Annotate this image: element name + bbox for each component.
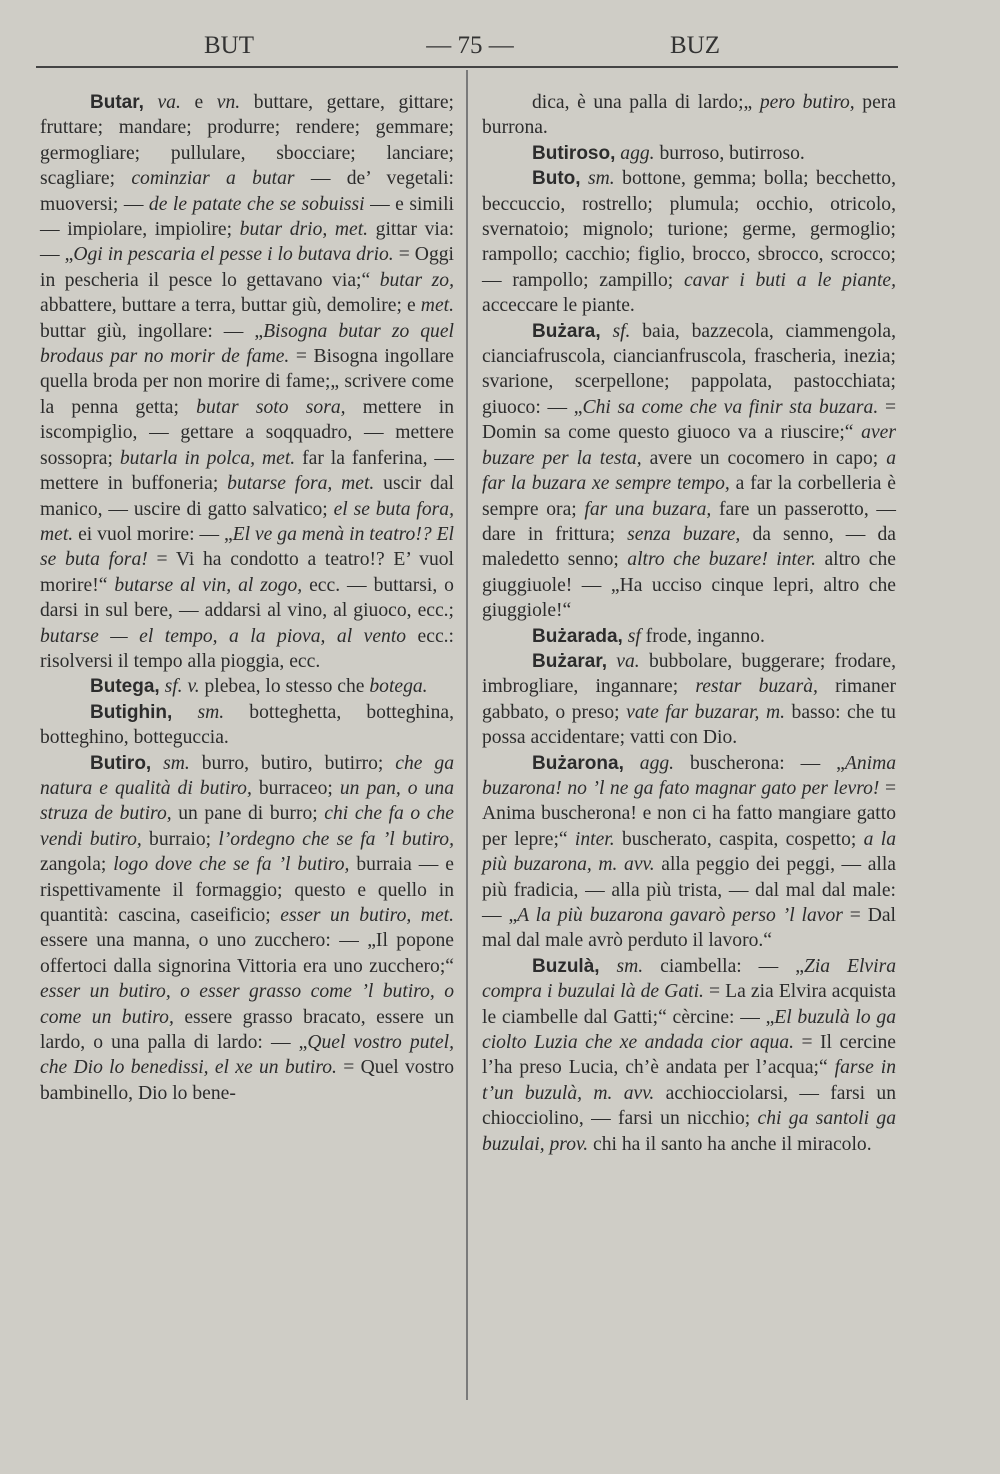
- definition-text: burro, butiro, butirro;: [189, 752, 396, 774]
- example-phrase: el se buta fora, met.: [40, 498, 454, 545]
- grammar-abbreviation: sf: [622, 625, 641, 647]
- definition-text: baia, bazzecola, ciammengola, cianciafruscola, ciancianfruscola, frascheria, inezia; svarione, scerpellone; pappolata, pastocchiata; giuoco: — „: [482, 320, 896, 418]
- example-phrase: butar drio, met.: [239, 219, 369, 241]
- dictionary-entry: [482, 166, 896, 318]
- definition-text: burroso, butirroso.: [654, 142, 805, 164]
- example-phrase: far una buzara,: [584, 498, 712, 520]
- left-column: [40, 90, 454, 1106]
- example-phrase: cavar i buti a le piante,: [683, 269, 896, 291]
- grammar-abbreviation: agg.: [615, 142, 655, 164]
- entry-headword: Butega,: [90, 676, 160, 698]
- grammar-abbreviation: sm.: [580, 168, 615, 190]
- definition-text: = Domin sa come questo giuoco va a riuscire;“: [482, 396, 897, 444]
- definition-text: botteghetta, botteghina, botteghino, botteguccia.: [40, 701, 454, 749]
- running-header: [0, 28, 1000, 68]
- entry-headword: Buto,: [532, 168, 581, 190]
- definition-text: a far la corbelleria è sempre ora;: [482, 473, 896, 520]
- example-phrase: butarse — el tempo, a la piova, al vento: [40, 625, 407, 647]
- definition-text: = Quel vostro bambinello, Dio lo bene-: [40, 1057, 454, 1104]
- example-phrase: Ogi in pescaria el pesse i lo butava drio.: [73, 244, 394, 266]
- dictionary-entry: [482, 751, 896, 954]
- definition-text: ecc. — buttarsi, o darsi in sul bere, — addarsi al vino, al giuoco, ecc.;: [40, 574, 454, 622]
- grammar-abbreviation: vn.: [216, 92, 254, 113]
- definition-text: mettere in iscompiglio, — gettare a soqquadro, — mettere sossopra;: [40, 396, 454, 469]
- example-phrase: inter.: [574, 828, 615, 850]
- example-phrase: logo dove che se fa ’l butiro,: [113, 854, 350, 876]
- example-phrase: Zia Elvira compra i buzulai là de Gati.: [482, 955, 896, 1003]
- definition-text: = Bisogna ingollare quella broda per non morire di fame;„ scrivere come la penna getta;: [40, 346, 454, 418]
- dictionary-entry: [482, 319, 896, 624]
- entry-headword: Bużarona,: [532, 752, 624, 774]
- page-number: — 75 —: [426, 32, 514, 59]
- example-phrase: l’ordegno che se fa ’l butiro,: [218, 828, 455, 850]
- example-phrase: A la più buzarona gavarò perso ’l lavor: [517, 905, 843, 926]
- grammar-abbreviation: va.: [143, 92, 195, 113]
- definition-text: essere una manna, o uno zucchero: — „Il popone offertoci dalla signorina Vittoria era uno zucchero;“: [40, 930, 454, 977]
- example-phrase: a far la buzara xe sempre tempo,: [482, 447, 896, 495]
- entry-headword: Bużara,: [532, 320, 601, 342]
- example-phrase: altro che buzare! inter.: [627, 549, 817, 571]
- definition-text: chi ha il santo ha anche il miracolo.: [588, 1133, 872, 1155]
- dictionary-entry: [482, 624, 896, 649]
- example-phrase: vate far buzarar, m.: [626, 701, 786, 723]
- entry-headword: Butighin,: [90, 701, 173, 723]
- definition-text: — e simili — impiolare, impiolire;: [40, 193, 454, 241]
- definition-text: acceccare le piante.: [482, 295, 635, 317]
- grammar-abbreviation: sm.: [151, 752, 190, 774]
- definition-text: dica, è una palla di lardo;„: [532, 92, 760, 113]
- entry-headword: Butar,: [90, 92, 144, 113]
- example-phrase: butar soto sora,: [196, 396, 346, 418]
- example-phrase: El buzulà lo ga ciolto Luzia che xe andada cior aqua.: [482, 1006, 897, 1054]
- definition-text: ciambella: — „: [643, 955, 804, 977]
- definition-text: bottone, gemma; bolla; becchetto, beccuccio, rostrello; plumula; occhio, otricolo, svernatoio; mignolo; turione; germe, germoglio; rampollo; cacchio; figlio, brocco, sbrocco, scrocco; — rampollo; zampillo;: [482, 168, 896, 291]
- grammar-abbreviation: sf. v.: [159, 676, 200, 698]
- definition-text: = Vi ha condotto a teatro!? E’ vuol morire!“: [40, 549, 454, 596]
- dictionary-entry: [482, 141, 896, 166]
- dictionary-entry: [40, 90, 454, 674]
- definition-text: rimaner gabbato, o preso;: [482, 676, 897, 723]
- definition-text: bubbolare, buggerare; frodare, imbrogliare, ingannare;: [482, 650, 897, 698]
- definition-text: altro che giuggiuole! — „Ha ucciso cinque lepri, altro che giuggiole!“: [482, 549, 896, 622]
- definition-text: = La zia Elvira acquista le ciambelle dal Gatti;“ cèrcine: — „: [482, 981, 896, 1028]
- example-phrase: un pan, o una struza de butiro,: [40, 777, 454, 825]
- definition-text: avere un cocomero in capo;: [641, 447, 887, 469]
- example-phrase: Quel vostro putel, che Dio lo benedissi, el xe un butiro.: [40, 1032, 454, 1079]
- entry-headword: Buzulà,: [532, 955, 600, 977]
- dictionary-entry: [40, 751, 454, 1107]
- definition-text: — de’ vegetali: muoversi; —: [40, 168, 454, 215]
- example-phrase: esser un butiro, met.: [280, 905, 454, 926]
- example-phrase: senza buzare,: [627, 523, 741, 545]
- definition-text: buscherato, caspita, cospetto;: [614, 828, 864, 850]
- example-phrase: butarla in polca, met.: [119, 447, 296, 469]
- definition-text: ecc.: risolversi il tempo alla pioggia, ecc.: [40, 625, 454, 672]
- example-phrase: Chi sa come che va finir sta buzara.: [582, 396, 879, 418]
- grammar-abbreviation: agg.: [623, 752, 675, 774]
- example-phrase: pero butiro,: [759, 92, 855, 113]
- example-phrase: cominziar a butar: [131, 168, 295, 190]
- definition-text: uscir dal manico, — uscire di gatto salvatico;: [40, 473, 454, 520]
- example-phrase: botega.: [369, 676, 428, 698]
- example-phrase: aver buzare per la testa,: [482, 422, 896, 469]
- header-rule: [36, 66, 898, 68]
- definition-text: zangola;: [40, 854, 114, 876]
- example-phrase: Anima buzarona! no ’l ne ga fato magnar gato per levro!: [482, 752, 897, 799]
- definition-text: e: [194, 92, 217, 113]
- example-phrase: El ve ga menà in teatro!? El se buta fora!: [40, 523, 454, 571]
- entry-headword: Butiro,: [90, 752, 152, 774]
- dictionary-entry: [40, 700, 454, 751]
- entry-headword: Bużarar,: [532, 650, 607, 672]
- definition-text: essere grasso bracato, essere un lardo, o una palla di lardo: — „: [40, 1006, 455, 1054]
- definition-text: alla peggio dei peggi, — alla più fradicia, — alla più trista, — dal mal dal male: — „: [482, 854, 896, 926]
- grammar-abbreviation: va.: [606, 650, 640, 672]
- grammar-abbreviation: sm.: [172, 701, 225, 723]
- definition-text: burraio;: [141, 828, 219, 850]
- definition-text: fare un passerotto, — dare in frittura;: [482, 498, 896, 545]
- definition-text: basso: che tu possa accidentare; vatti con Dio.: [482, 701, 896, 749]
- example-phrase: che ga natura e qualità di butiro,: [40, 752, 454, 799]
- example-phrase: met.: [420, 295, 454, 317]
- dictionary-entry: [40, 674, 454, 699]
- definition-text: da senno, — da maledetto senno;: [482, 523, 896, 571]
- grammar-abbreviation: sf.: [600, 320, 631, 342]
- example-phrase: chi che fa o che vendi butiro,: [40, 803, 454, 850]
- definition-text: ei vuol morire: — „: [73, 523, 233, 545]
- definition-text: buscherona: — „: [674, 752, 845, 774]
- column-divider: [466, 70, 468, 1400]
- definition-text: = Anima buscherona! e non ci ha fatto mangiare gatto per lepre;“: [482, 777, 896, 850]
- header-right-guideword: BUZ: [670, 32, 720, 59]
- grammar-abbreviation: sm.: [599, 955, 644, 977]
- definition-text: buttare, gettare, gittare; fruttare; mandare; produrre; rendere; gemmare; germogliare; pullulare, sbocciare; lanciare; scagliare;: [40, 92, 454, 190]
- example-phrase: esser un butiro, o esser grasso come ’l butiro, o come un butiro,: [40, 981, 454, 1028]
- definition-text: burraia — e rispettivamente il formaggio; questo e quello in quantità: cascina, caseificio;: [40, 854, 454, 926]
- example-phrase: butar zo,: [379, 269, 454, 291]
- example-phrase: chi ga santoli ga buzulai, prov.: [482, 1108, 896, 1155]
- definition-text: abbattere, buttare a terra, buttar giù, demolire; e: [40, 295, 421, 317]
- right-column: [482, 90, 896, 1157]
- example-phrase: farse in t’un buzulà, m. avv.: [482, 1057, 896, 1104]
- dictionary-entry: [482, 649, 896, 751]
- definition-text: far la fanferina, — mettere in buffoneria;: [40, 447, 454, 495]
- example-phrase: Bisogna butar zo quel brodaus par no morir de fame.: [40, 320, 454, 368]
- definition-text: gittar via: — „: [40, 219, 455, 266]
- definition-text: acchiocciolarsi, — farsi un chiocciolino, — farsi un nicchio;: [482, 1082, 896, 1130]
- definition-text: burraceo;: [251, 777, 340, 799]
- definition-text: plebea, lo stesso che: [199, 676, 370, 698]
- entry-headword: Bużarada,: [532, 625, 623, 647]
- example-phrase: butarse fora, met.: [227, 473, 375, 495]
- example-phrase: de le patate che se sobuissi: [148, 193, 365, 215]
- definition-text: pera burrona.: [482, 92, 896, 139]
- example-phrase: butarse al vin, al zogo,: [114, 574, 303, 596]
- entry-headword: Butiroso,: [532, 142, 616, 164]
- dictionary-entry: [482, 90, 896, 141]
- example-phrase: a la più buzarona, m. avv.: [482, 828, 896, 876]
- example-phrase: restar buzarà,: [695, 676, 818, 698]
- header-left-guideword: BUT: [204, 32, 254, 59]
- definition-text: = Dal mal dal male avrò perduto il lavoro.“: [482, 905, 896, 952]
- definition-text: buttar giù, ingollare: — „: [40, 320, 264, 342]
- definition-text: = Oggi in pescheria il pesce lo gettavano via;“: [40, 244, 454, 291]
- definition-text: frode, inganno.: [640, 625, 765, 647]
- definition-text: un pane di burro;: [171, 803, 325, 825]
- definition-text: = Il cercine l’ha preso Lucia, ch’è andata per l’acqua;“: [482, 1032, 896, 1079]
- dictionary-entry: [482, 954, 896, 1157]
